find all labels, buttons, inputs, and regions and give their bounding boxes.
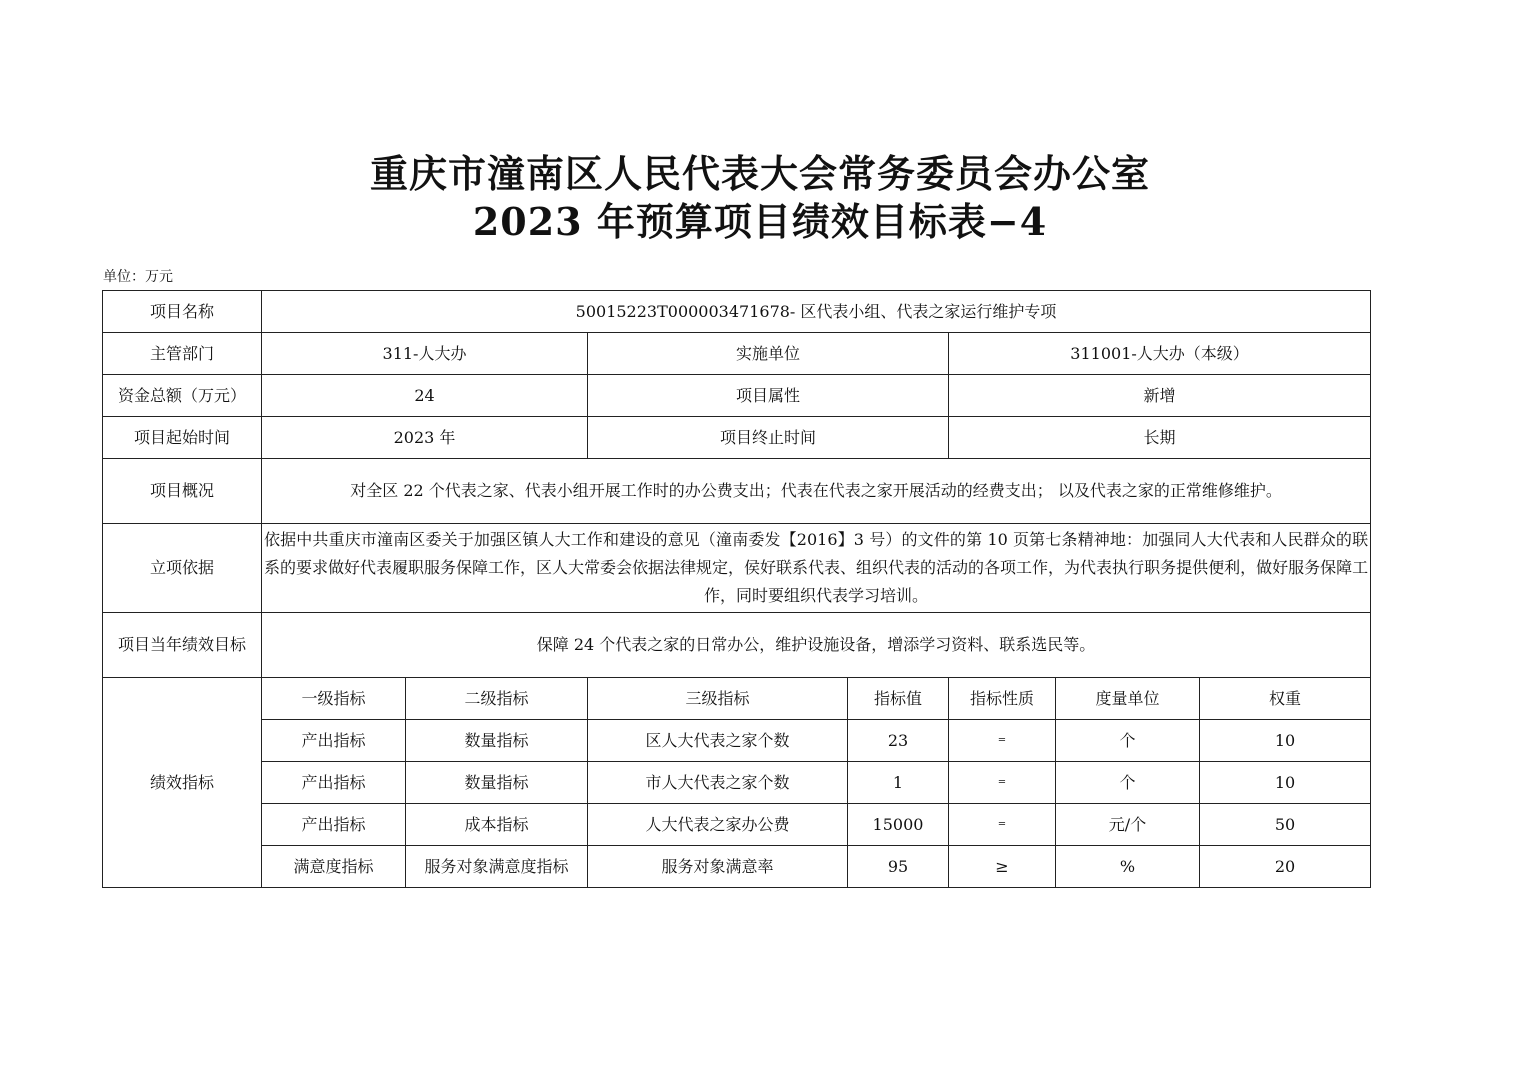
header-unit: 度量单位 — [1056, 678, 1200, 720]
attr-value: 新增 — [949, 375, 1371, 417]
row-level2: 数量指标 — [406, 720, 588, 762]
indicator-section-label: 绩效指标 — [103, 678, 262, 888]
header-value: 指标值 — [848, 678, 949, 720]
impl-value: 311001-人大办（本级） — [949, 333, 1371, 375]
row-level3: 市人大代表之家个数 — [588, 762, 848, 804]
row-value: 23 — [848, 720, 949, 762]
basis-value: 依据中共重庆市潼南区委关于加强区镇人大工作和建设的意见（潼南委发【2016】3 号）的文件的第 10 页第七条精神地：加强同人大代表和人民群众的联系的要求做好代表履职服务保障工作，区人大常委会依据法律规定，侯好联系代表、组织代表的活动的各项工作，为代表执行职务提供便利，做好服务保障工作，同时要组织代表学习培训。 — [262, 524, 1371, 613]
header-nature: 指标性质 — [949, 678, 1056, 720]
indicator-header-row — [103, 678, 1371, 720]
row-weight: 10 — [1200, 720, 1371, 762]
document-title-line2: 2023 年预算项目绩效目标表−4 — [472, 199, 1048, 244]
row-goal — [103, 613, 1371, 678]
row-level2: 数量指标 — [406, 762, 588, 804]
row-nature: ≥ — [949, 846, 1056, 888]
row-level2: 成本指标 — [406, 804, 588, 846]
row-nature: = — [949, 804, 1056, 846]
row-level3: 服务对象满意率 — [588, 846, 848, 888]
fund-value: 24 — [262, 375, 588, 417]
row-level2: 服务对象满意度指标 — [406, 846, 588, 888]
row-time — [103, 417, 1371, 459]
row-level3: 区人大代表之家个数 — [588, 720, 848, 762]
row-level1: 产出指标 — [262, 762, 406, 804]
end-label: 项目终止时间 — [588, 417, 949, 459]
row-unit: % — [1056, 846, 1200, 888]
goal-value: 保障 24 个代表之家的日常办公，维护设施设备，增添学习资料、联系选民等。 — [262, 613, 1371, 678]
header-weight: 权重 — [1200, 678, 1371, 720]
table-row — [103, 762, 1371, 804]
project-name-label: 项目名称 — [103, 291, 262, 333]
document-title-line1: 重庆市潼南区人民代表大会常务委员会办公室 — [369, 151, 1150, 196]
row-basis — [103, 524, 1371, 613]
row-fund — [103, 375, 1371, 417]
row-value: 95 — [848, 846, 949, 888]
row-weight: 10 — [1200, 762, 1371, 804]
table-row — [103, 804, 1371, 846]
row-nature: = — [949, 762, 1056, 804]
row-unit: 个 — [1056, 762, 1200, 804]
table-row — [103, 720, 1371, 762]
overview-value: 对全区 22 个代表之家、代表小组开展工作时的办公费支出；代表在代表之家开展活动的经费支出； 以及代表之家的正常维修维护。 — [262, 459, 1371, 524]
start-label: 项目起始时间 — [103, 417, 262, 459]
row-value: 15000 — [848, 804, 949, 846]
dept-value: 311-人大办 — [262, 333, 588, 375]
row-unit: 元/个 — [1056, 804, 1200, 846]
row-level3: 人大代表之家办公费 — [588, 804, 848, 846]
row-level1: 产出指标 — [262, 720, 406, 762]
attr-label: 项目属性 — [588, 375, 949, 417]
dept-label: 主管部门 — [103, 333, 262, 375]
basis-label: 立项依据 — [103, 524, 262, 613]
end-value: 长期 — [949, 417, 1371, 459]
row-value: 1 — [848, 762, 949, 804]
start-value: 2023 年 — [262, 417, 588, 459]
project-name-value: 50015223T000003471678- 区代表小组、代表之家运行维护专项 — [262, 291, 1371, 333]
row-nature: = — [949, 720, 1056, 762]
row-department — [103, 333, 1371, 375]
overview-label: 项目概况 — [103, 459, 262, 524]
goal-label: 项目当年绩效目标 — [103, 613, 262, 678]
unit-label: 单位：万元 — [103, 269, 173, 285]
row-level1: 满意度指标 — [262, 846, 406, 888]
table-row — [103, 846, 1371, 888]
fund-label: 资金总额（万元） — [103, 375, 262, 417]
row-overview — [103, 459, 1371, 524]
row-weight: 50 — [1200, 804, 1371, 846]
row-project-name — [103, 291, 1371, 333]
header-level2: 二级指标 — [406, 678, 588, 720]
row-level1: 产出指标 — [262, 804, 406, 846]
row-unit: 个 — [1056, 720, 1200, 762]
performance-target-table — [102, 290, 1371, 888]
header-level3: 三级指标 — [588, 678, 848, 720]
row-weight: 20 — [1200, 846, 1371, 888]
header-level1: 一级指标 — [262, 678, 406, 720]
impl-label: 实施单位 — [588, 333, 949, 375]
